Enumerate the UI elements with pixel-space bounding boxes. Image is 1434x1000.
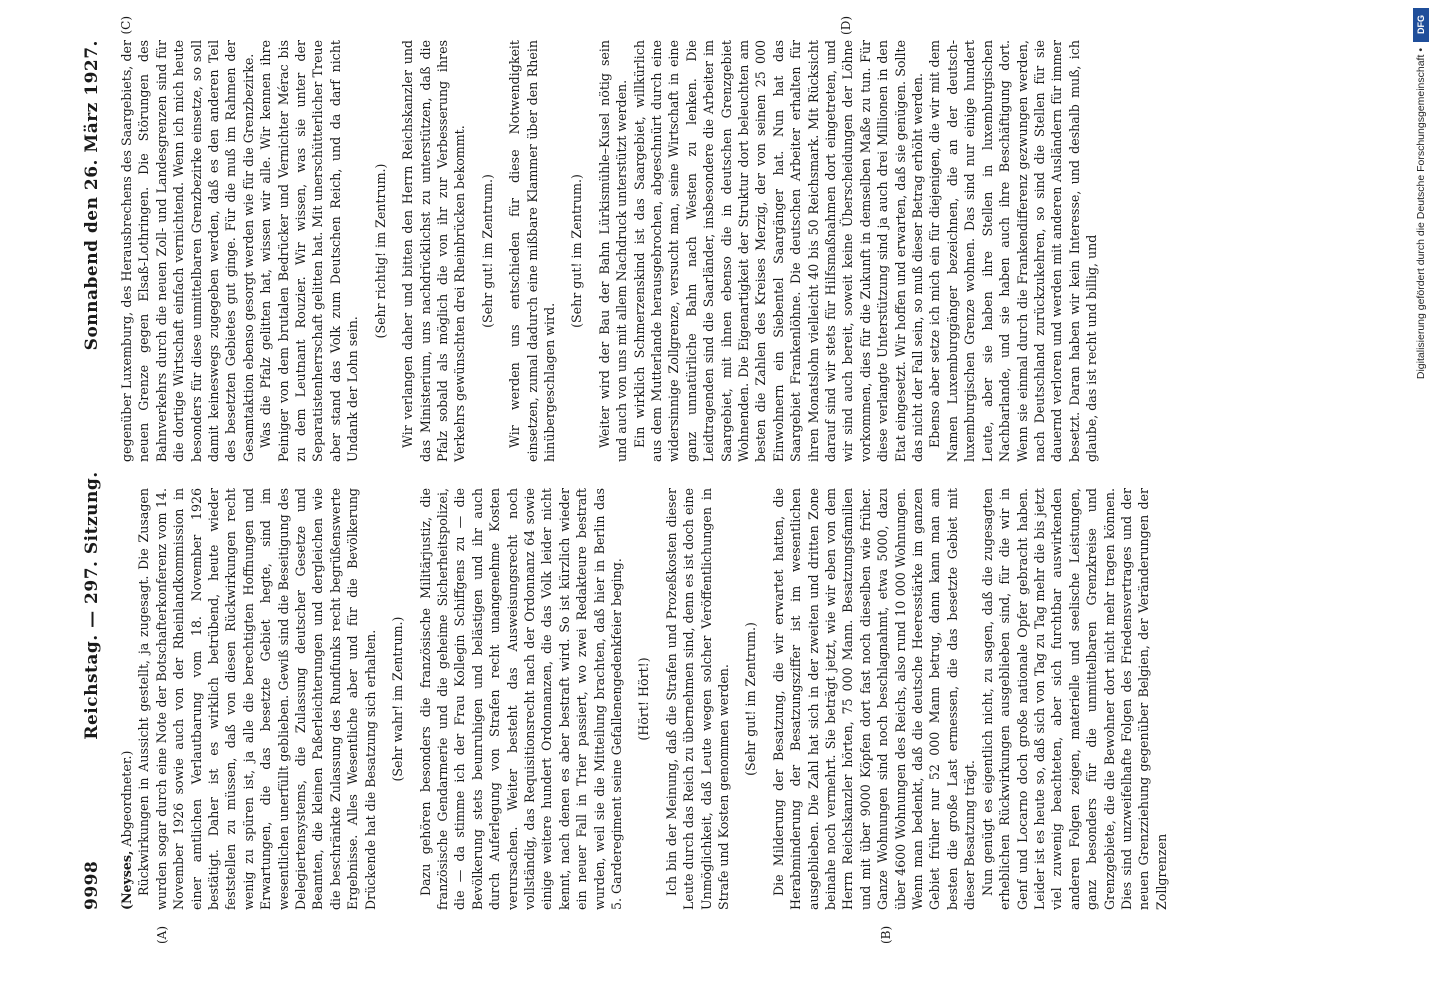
paragraph: Dazu gehören besonders die französische Militärjustiz, die französische Gendarmerie und die geheime Sicherheitspolizei, die — da stimme ich der Frau Kollegin Schiffgens zu — die Bevölkerung stets beunruhigen und belästigen und ihr auch durch Auferlegung von Strafen recht unangenehme Kosten verursachen. Weiter besteht das Ausweisungsrecht noch vollständig, das Requisitionsrecht nach der Ordonnanz 64 sowie einige weitere hundert Ordonnanzen, die das Volk leider nicht kennt, nach denen es aber bestraft wird. So ist kürzlich wieder ein neuer Fall in Trier passiert, wo zwei Redakteure bestraft wurden, weil sie die Mitteilung brachten, daß hier in Berlin das 5. Garderegiment seine Gefallenengedenkfeier beging. — [417, 488, 624, 910]
paragraph: Wir verlangen daher und bitten den Herrn Reichskanzler und das Ministerium, uns nachdrücklichst zu unterstützen, daß die Pfalz sobald als möglich die von ihr zur Verbesserung ihres Verkehrs gewünschten drei Rheinbrücken bekommt. — [400, 40, 468, 462]
dfg-logo: DFG — [1413, 8, 1429, 42]
right-column — [118, 16, 1390, 462]
session-date: Sonnabend den 26. März 1927. — [82, 40, 102, 351]
margin-marker-a: (A) — [155, 925, 169, 944]
margin-marker-c: (C) — [119, 16, 133, 35]
paragraph: Nun genügt es eigentlich nicht, zu sagen, daß die zugesagten erheblichen Rückwirkungen ausgeblieben sind, für die wir in Genf und Locarno doch große nationale Opfer gebracht haben. Leider ist es heute so, daß sich von Tag zu Tag mehr die bis jetzt viel zuwenig beachteten, aber sich furchtbar auswirkenden anderen Folgen zeigen, materielle und seelische Leistungen, ganz besonders für die unmittelbaren Grenzkreise und Grenzgebiete, die die Bewohner dort nicht mehr tragen können. Dies sind unzweifelhafte Folgen des Friedensvertrages und der neuen Grenzziehung gegenüber Belgien, der Veränderungen der Zollgrenzen — [979, 488, 1169, 910]
paragraph: Ich bin der Meinung, daß die Strafen und Prozeßkosten dieser Leute durch das Reich zu übernehmen sind, denn es ist doch eine Unmöglichkeit, daß Leute wegen solcher Veröffentlichungen in Strafe und Kosten genommen werden. — [663, 488, 731, 910]
left-column — [118, 488, 1390, 944]
dfg-credit-text: Digitalisierung gefördert durch die Deutsche Forschungsgemeinschaft • — [1415, 48, 1427, 380]
paragraph: Wir werden uns entschieden für diese Notwendigkeit einsetzen, zumal dadurch eine mißbare Klammer über den Rhein hinübergeschlagen wird. — [507, 40, 557, 462]
paragraph: Was die Pfalz gelitten hat, wissen wir alle. Wir kennen ihre Peiniger von dem brutalen Bedrücker und Vernichter Mérac bis zu dem Leutnant Rouzier. Wir wissen, was sie unter der Separatistenherrschaft gelitten hat. Mit unerschütterlicher Treue aber stand das Volk zum Deutschen Reich, und da darf nicht Undank der Lohn sein. — [258, 40, 361, 462]
dfg-credit — [1410, 8, 1432, 388]
text-columns — [118, 16, 1390, 944]
paragraph: Ein wirklich Schmerzenskind ist das Saargebiet, willkürlich aus dem Mutterlande herausgebrochen, abgeschnürt durch eine widersinnige Zollgrenze, versucht man, seine Wirtschaft in eine ganz unnatürliche Bahn nach Westen zu lenken. Die Leidtragenden sind die Saarländer, insbesondere die Arbeiter im Saargebiet, mit ihnen ebenso die in deutschen Grenzgebiet Wohnenden. Die Eigenartigkeit der Struktur dort beleuchten am besten die Zahlen des Kreises Merzig, der von seinen 25 000 Einwohnern ein Siebentel Saargänger hat. Nun hat das Saargebiet Frankenlöhne. Die deutschen Arbeiter erhalten für ihren Monatslohn vielleicht 40 bis 50 Reichsmark. Mit Rücksicht darauf sind wir stets für Hilfsmaßnahmen dort eingetreten, und wir sind auch bereit, soweit keine Überscheidungen der Löhne vorkommen, dies für die Zukunft in demselben Maße zu tun. Für diese verlangte Unterstützung sind ja auch drei Millionen in den Etat eingesetzt. Wir hoffen und erwarten, daß sie genügen. Sollte das nicht der Fall sein, so muß dieser Betrag erhöht werden. — [631, 40, 926, 462]
session-title: Reichstag. — 297. Sitzung. — [82, 471, 102, 740]
paragraph: gegenüber Luxemburg, des Herausbrechens des Saargebiets, der neuen Grenze gegen Elsaß-Lothringen. Die Störungen des Bahnverkehrs durch die neuen Zoll- und Landesgrenzen sind für die dortige Wirtschaft einfach vernichtend. Wenn ich mich heute besonders für diese unmittelbaren Grenzbezirke einsetze, so soll damit keineswegs zugegeben werden, daß es den anderen Teil des besetzten Gebietes gut ginge. Für die muß im Rahmen der Gesamtaktion ebenso gesorgt werden wie für die Grenzbezirke. — [119, 40, 256, 462]
paragraph: Rückwirkungen in Aussicht gestellt, ja zugesagt. Die Zusagen wurden sogar durch eine Note der Botschafterkonferenz vom 14. November 1926 sowie auch von der Rheinlandkommission in einer amtlichen Verlautbarung vom 18. November 1926 bestätigt. Daher ist es wirklich betrübend, heute wieder feststellen zu müssen, daß von diesen Rückwirkungen recht wenig zu spüren ist, ja alle die berechtigten Hoffnungen und Erwartungen, die das besetzte Gebiet hegte, sind im wesentlichen unerfüllt geblieben. Gewiß sind die Beseitigung des Delegiertensystems, die Zulassung deutscher Gesetze und Beamten, die kleinen Paßerleichterungen und dergleichen wie die beschränkte Zulassung des Rundfunks recht begrüßenswerte Ergebnisse. Alles Wesentliche aber und für die Bevölkerung Drückende hat die Besatzung sich erhalten. — [136, 488, 378, 910]
speaker-name: (Neyses, — [119, 850, 134, 910]
interjection: (Sehr gut! im Zentrum.) — [743, 622, 759, 776]
page-number: 9998 — [82, 860, 102, 910]
paragraph: Die Milderung der Besatzung, die wir erwartet hatten, die Herabminderung der Besatzungsziffer ist im wesentlichen ausgeblieben. Die Zahl hat sich in der zweiten und dritten Zone beinahe noch vermehrt. Sie beträgt jetzt, wie wir eben von dem Herrn Reichskanzler hörten, 75 000 Mann. Besatzungsfamilien und mit über 9000 Köpfen dort fast noch dieselben wie früher. Ganze Wohnungen sind noch beschlagnahmt, etwa 5000, dazu über 4600 Wohnungen des Reichs, also rund 10 000 Wohnungen. Wenn man bedenkt, daß die deutsche Heeresstärke im ganzen Gebiet früher nur 52 000 Mann betrug, dann kann man am besten die große Last ermessen, die das besetzte Gebiet mit dieser Besatzung trägt. — [770, 488, 978, 910]
interjection: (Sehr gut! im Zentrum.) — [479, 174, 495, 328]
margin-marker-d: (D) — [839, 16, 853, 35]
interjection: (Sehr wahr! im Zentrum.) — [390, 616, 406, 782]
interjection: (Hört! Hört!) — [636, 657, 652, 741]
page-header — [82, 40, 112, 910]
speaker-line — [118, 488, 135, 910]
interjection: (Sehr richtig! im Zentrum.) — [372, 163, 388, 339]
margin-marker-b: (B) — [879, 925, 893, 944]
speaker-role: Abgeordneter.) — [119, 750, 134, 847]
interjection: (Sehr gut! im Zentrum.) — [569, 174, 585, 328]
paragraph: Ebenso aber setze ich mich ein für diejenigen, die wir mit dem Namen Luxemburggänger bezeichnen, die an der deutsch-luxemburgischen Grenze wohnen. Das sind nur einige hundert Leute, aber sie haben ihre Stellen in luxemburgischen Nachbarlande, und sie haben auch ihre Beschäftigung dort. Wenn sie einmal durch die Frankendifferenz gezwungen werden, nach Deutschland zurückzukehren, so sind die Stellen für sie dauernd verloren und werden mit anderen Ausländern für immer besetzt. Daran haben wir kein Interesse, und deshalb muß, ich glaube, das ist recht und billig, und — [927, 40, 1100, 462]
paragraph: Weiter wird der Bau der Bahn Lürkismühle–Kusel nötig sein und auch von uns mit allem Nachdruck unterstützt werden. — [596, 40, 630, 462]
